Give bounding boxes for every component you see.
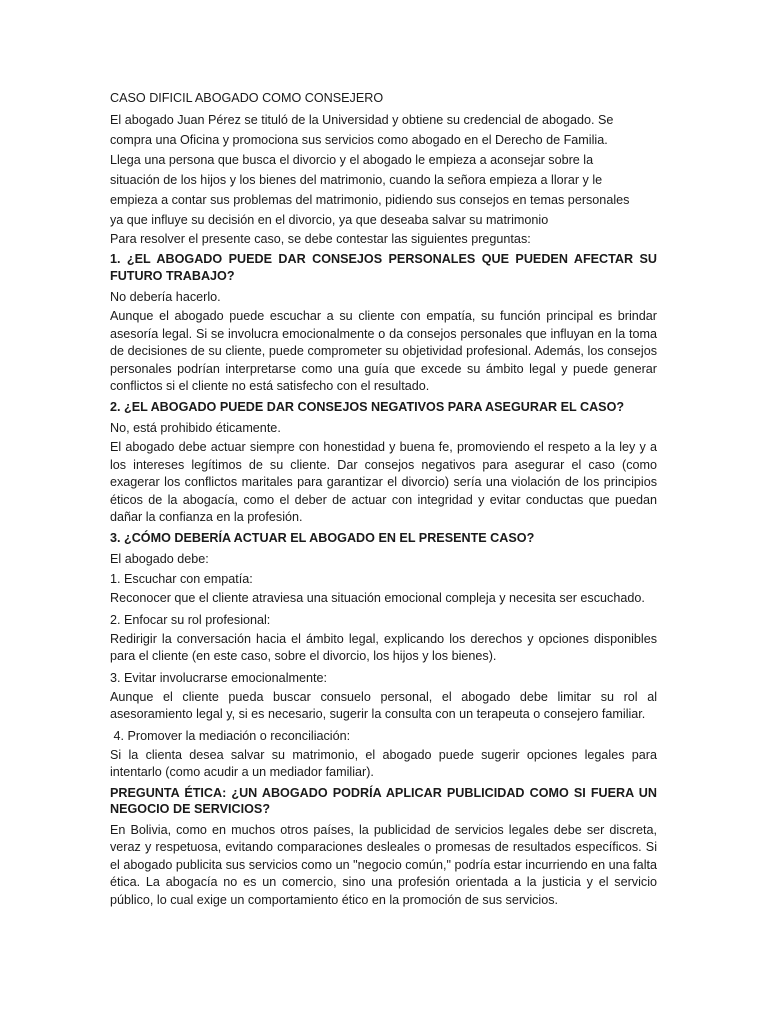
document-title: CASO DIFICIL ABOGADO COMO CONSEJERO	[110, 91, 384, 105]
ethics-question-heading: PREGUNTA ÉTICA: ¿UN ABOGADO PODRÍA APLICAR PUBLICIDAD COMO SI FUERA UN NEGOCIO DE SERVICIOS?	[110, 785, 657, 816]
intro-line: empieza a contar sus problemas del matrimonio, pidiendo sus consejos en temas personales	[110, 193, 630, 207]
questions-lead: Para resolver el presente caso, se debe contestar las siguientes preguntas:	[110, 232, 531, 246]
step-1-title: 1. Escuchar con empatía:	[110, 572, 253, 586]
document-page	[110, 89, 657, 912]
intro-line: situación de los hijos y los bienes del matrimonio, cuando la señora empieza a llorar y le	[110, 173, 603, 187]
case-description	[110, 110, 657, 230]
question-1-heading: 1. ¿EL ABOGADO PUEDE DAR CONSEJOS PERSONALES QUE PUEDEN AFECTAR SU FUTURO TRABAJO?	[110, 252, 657, 283]
step-4-title: 4. Promover la mediación o reconciliación:	[110, 728, 351, 743]
intro-line: El abogado Juan Pérez se tituló de la Universidad y obtiene su credencial de abogado. Se	[110, 113, 614, 127]
answer-2-short: No, está prohibido éticamente.	[110, 421, 281, 435]
intro-line: compra una Oficina y promociona sus servicios como abogado en el Derecho de Familia.	[110, 133, 608, 147]
step-1-body: Reconocer que el cliente atraviesa una situación emocional compleja y necesita ser escuchado.	[110, 591, 645, 605]
question-3-heading: 3. ¿CÓMO DEBERÍA ACTUAR EL ABOGADO EN EL PRESENTE CASO?	[110, 530, 535, 545]
step-3-title: 3. Evitar involucrarse emocionalmente:	[110, 670, 327, 685]
answer-1-short: No debería hacerlo.	[110, 290, 221, 304]
answer-1-body: Aunque el abogado puede escuchar a su cliente con empatía, su función principal es brindar asesoría legal. Si se involucra emocionalmente o da consejos personales que influyan en la toma de decisiones de su cliente, puede comprometer su objetividad profesional. Además, los consejos personales podrían interpretarse como una guía que excede su ámbito legal y puede generar conflictos si el cliente no está satisfecho con el resultado.	[110, 309, 657, 393]
step-2-body: Redirigir la conversación hacia el ámbito legal, explicando los derechos y opciones disponibles para el cliente (en este caso, sobre el divorcio, los hijos y los bienes).	[110, 631, 657, 663]
question-2-heading: 2. ¿EL ABOGADO PUEDE DAR CONSEJOS NEGATIVOS PARA ASEGURAR EL CASO?	[110, 399, 625, 414]
step-2-title: 2. Enfocar su rol profesional:	[110, 612, 271, 627]
answer-3-short: El abogado debe:	[110, 552, 209, 566]
answer-2-body: El abogado debe actuar siempre con honestidad y buena fe, promoviendo el respeto a la ley y a los intereses legítimos de su cliente. Dar consejos negativos para asegurar el caso (como exagerar los conflictos maritales para garantizar el divorcio) sería una violación de los principios éticos de la abogacía, como el deber de actuar con integridad y evitar conductas que puedan dañar la confianza en la profesión.	[110, 440, 657, 524]
step-3-body: Aunque el cliente pueda buscar consuelo personal, el abogado debe limitar su rol al asesoramiento legal y, si es necesario, sugerir la consulta con un terapeuta o consejero familiar.	[110, 689, 657, 721]
step-4-body: Si la clienta desea salvar su matrimonio, el abogado puede sugerir opciones legales para intentarlo (como acudir a un mediador familiar).	[110, 747, 657, 779]
intro-line: Llega una persona que busca el divorcio y el abogado le empieza a aconsejar sobre la	[110, 153, 594, 167]
ethics-answer-body: En Bolivia, como en muchos otros países, la publicidad de servicios legales debe ser discreta, veraz y respetuosa, evitando comparaciones desleales o promesas de resultados específicos. Si el abogado publicita sus servicios como un "negocio común," podría estar incurriendo en una falta ética. La abogacía no es un comercio, sino una profesión orientada a la justicia y el servicio público, lo cual exige un comportamiento ético en la promoción de sus servicios.	[110, 822, 657, 907]
intro-line: ya que influye su decisión en el divorcio, ya que deseaba salvar su matrimonio	[110, 213, 549, 227]
